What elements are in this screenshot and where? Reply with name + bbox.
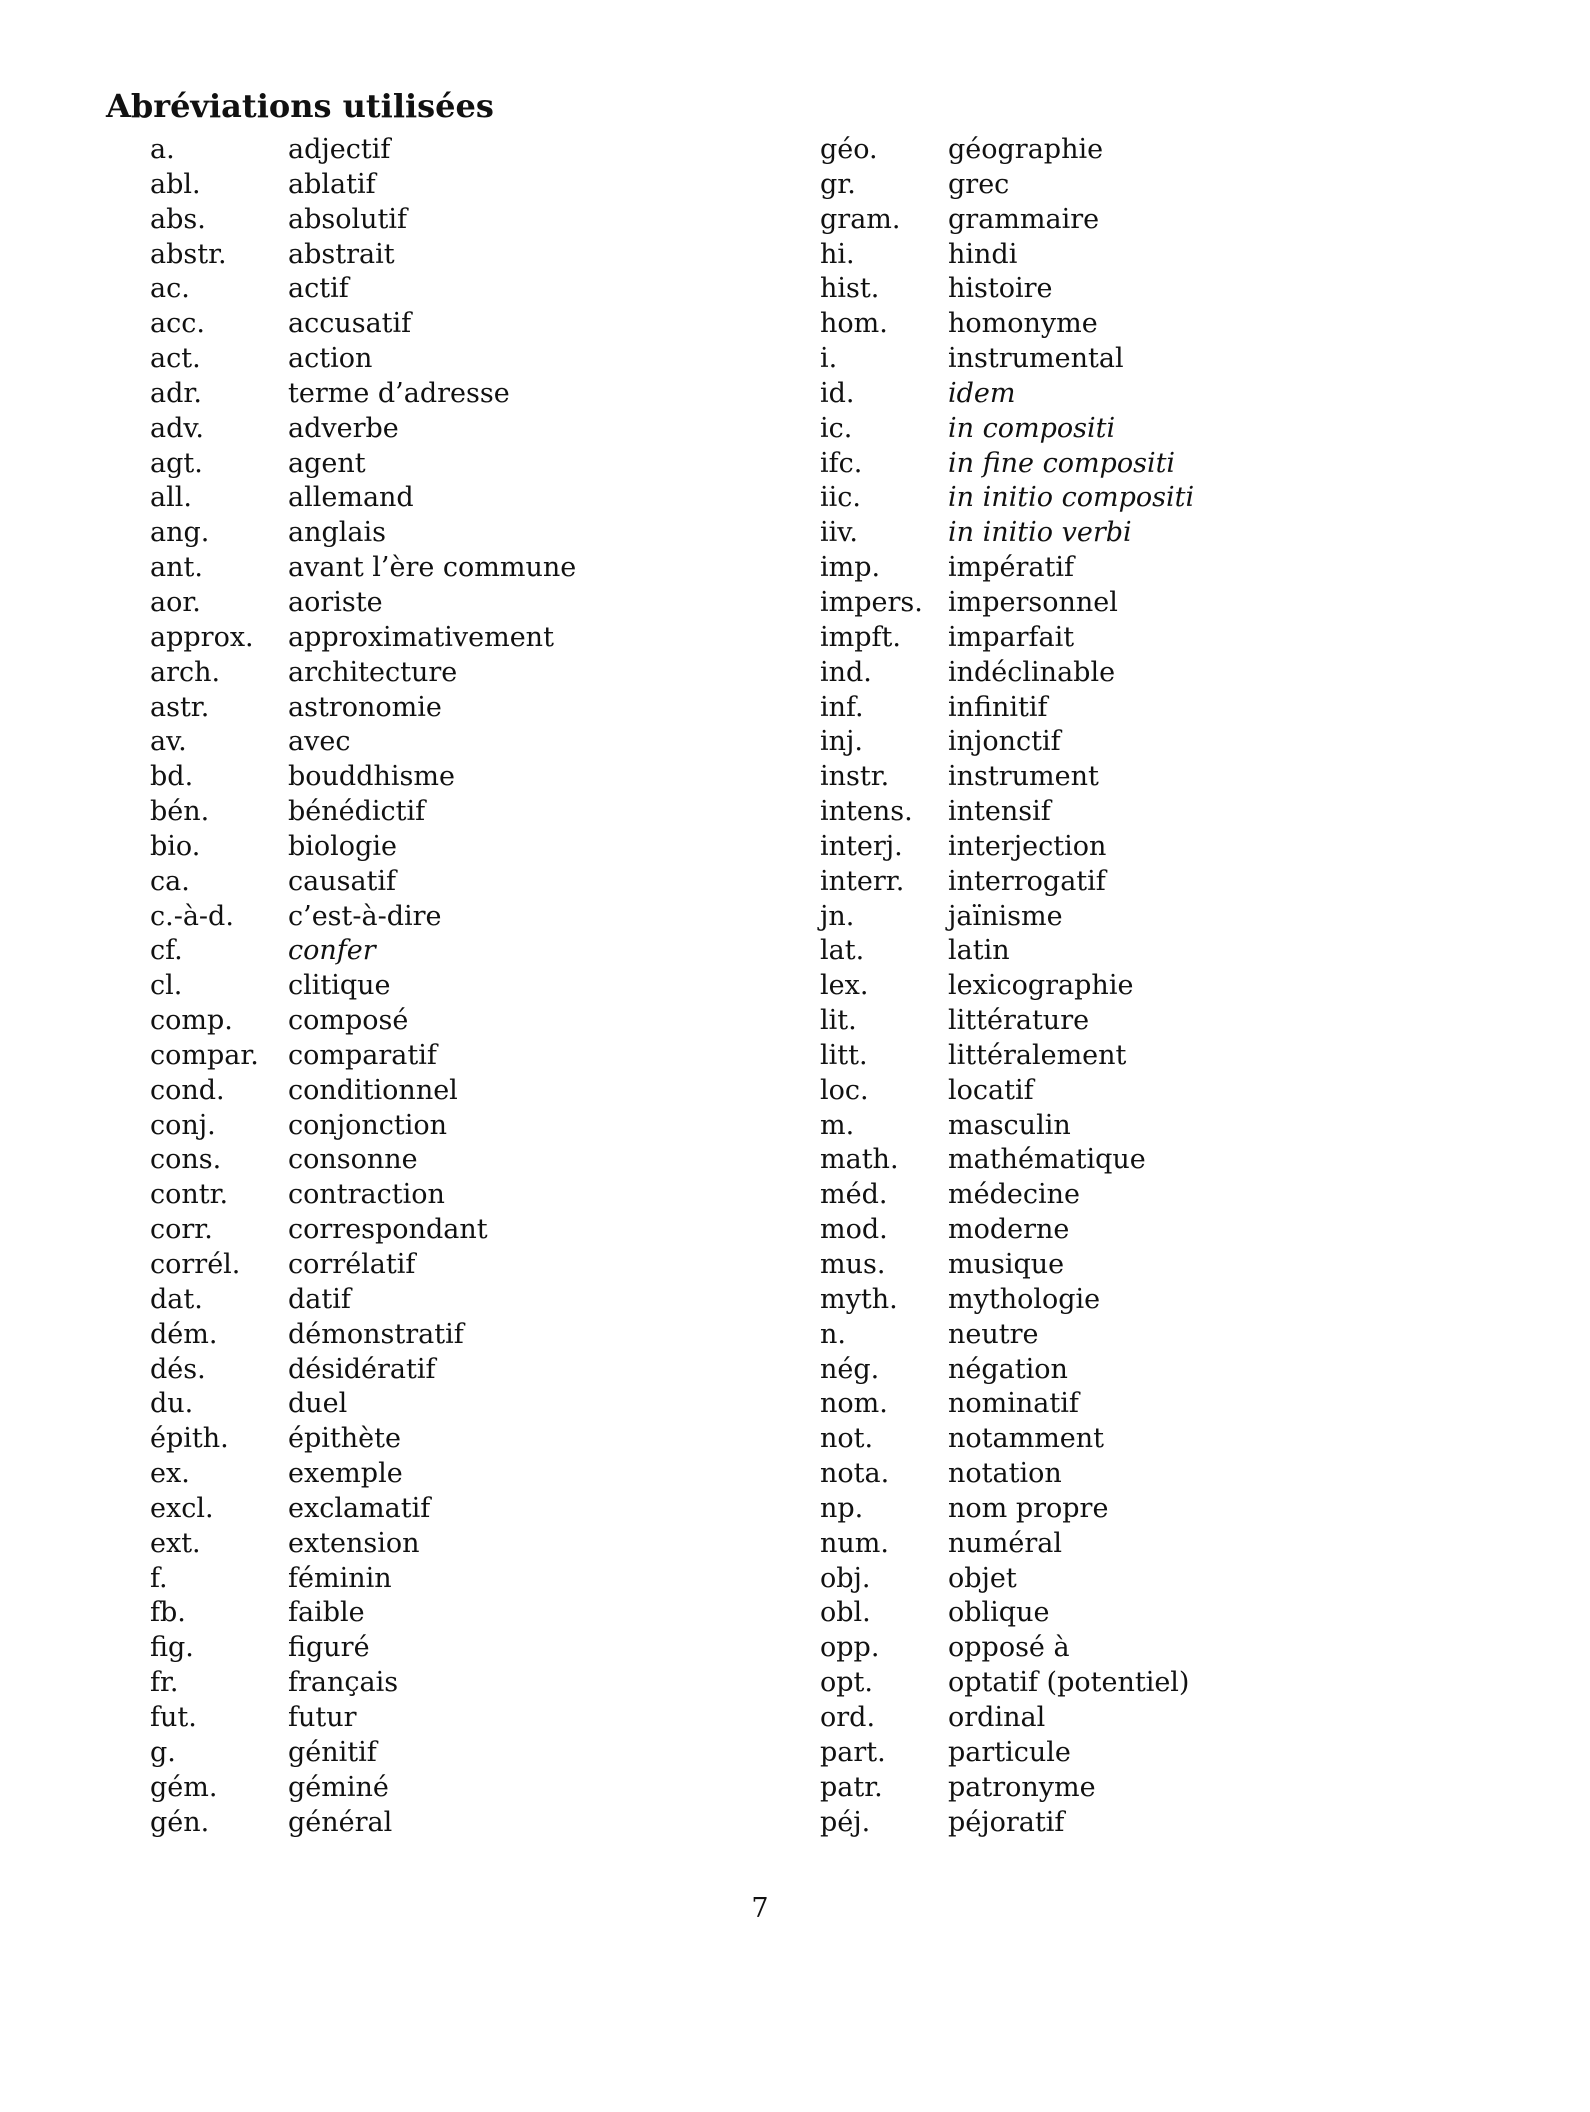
abbreviation-meaning: imparfait xyxy=(948,621,1075,653)
abbreviation: i. xyxy=(820,343,838,375)
abbreviation: agt. xyxy=(150,447,203,479)
abbreviation: comp. xyxy=(150,1005,233,1037)
abbreviation-meaning: comparatif xyxy=(288,1039,437,1071)
abbreviation-meaning: désidératif xyxy=(288,1353,436,1385)
abbreviation-meaning: optatif (potentiel) xyxy=(948,1667,1190,1699)
abbreviation-meaning: clitique xyxy=(288,970,391,1002)
abbreviation-meaning: in fine compositi xyxy=(948,447,1176,479)
abbreviation-meaning: conditionnel xyxy=(288,1074,458,1106)
abbreviation: g. xyxy=(150,1736,176,1768)
abbreviation: astr. xyxy=(150,691,210,723)
abbreviation: lex. xyxy=(820,970,869,1002)
abbreviation: bd. xyxy=(150,761,194,793)
abbreviation: compar. xyxy=(150,1039,259,1071)
abbreviation: lit. xyxy=(820,1005,857,1037)
abbreviation-meaning: consonne xyxy=(288,1144,418,1176)
abbreviation: iic. xyxy=(820,482,861,514)
abbreviation-meaning: adverbe xyxy=(288,412,399,444)
abbreviation: fut. xyxy=(150,1701,197,1733)
abbreviation: conj. xyxy=(150,1109,216,1141)
abbreviation: inf. xyxy=(820,691,864,723)
abbreviation-meaning: intensif xyxy=(948,796,1051,828)
abbreviation-meaning: conjonction xyxy=(288,1109,448,1141)
abbreviation: all. xyxy=(150,482,192,514)
abbreviation-meaning: épithète xyxy=(288,1423,401,1455)
abbreviation-meaning: adjectif xyxy=(288,134,391,165)
abbreviation-meaning: in initio compositi xyxy=(948,482,1195,514)
abbreviation: nég. xyxy=(820,1353,880,1385)
abbreviation-meaning: impersonnel xyxy=(948,586,1118,618)
abbreviation-meaning: instrumental xyxy=(948,343,1124,375)
abbreviation: fr. xyxy=(150,1667,179,1699)
abbreviation-meaning: grec xyxy=(948,168,1010,200)
abbreviation-meaning: agent xyxy=(288,447,366,479)
abbreviation-meaning: actif xyxy=(288,273,349,305)
abbreviation-meaning: avec xyxy=(288,726,351,758)
abbreviation: adv. xyxy=(150,412,205,444)
abbreviation: dém. xyxy=(150,1318,218,1350)
abbreviation: obj. xyxy=(820,1562,871,1594)
abbreviation-meaning: accusatif xyxy=(288,308,412,340)
abbreviation-meaning: composé xyxy=(288,1005,409,1037)
abbreviation: intens. xyxy=(820,796,913,828)
abbreviation: instr. xyxy=(820,761,890,793)
abbreviation-meaning: injonctif xyxy=(948,726,1061,758)
abbreviation-meaning: astronomie xyxy=(288,691,442,723)
abbreviation-meaning: locatif xyxy=(948,1074,1034,1106)
abbreviation: gém. xyxy=(150,1771,218,1803)
abbreviation-meaning: histoire xyxy=(948,273,1053,305)
abbreviation: abl. xyxy=(150,168,201,200)
abbreviation-meaning: faible xyxy=(288,1597,365,1629)
abbreviation-meaning: objet xyxy=(948,1562,1017,1594)
abbreviation: act. xyxy=(150,343,201,375)
abbreviation: nom. xyxy=(820,1388,888,1420)
abbreviation-meaning: contraction xyxy=(288,1179,445,1211)
abbreviation-meaning: oblique xyxy=(948,1597,1050,1629)
abbreviation: c.-à-d. xyxy=(150,900,234,932)
abbreviation-meaning: géminé xyxy=(288,1771,389,1803)
abbreviation-meaning: nom propre xyxy=(948,1492,1109,1524)
abbreviation: np. xyxy=(820,1492,864,1524)
abbreviation-meaning: indéclinable xyxy=(948,656,1116,688)
abbreviation-meaning: infinitif xyxy=(948,691,1048,723)
abbreviation: ext. xyxy=(150,1527,201,1559)
abbreviation: ifc. xyxy=(820,447,863,479)
abbreviation-meaning: neutre xyxy=(948,1318,1039,1350)
abbreviation: épith. xyxy=(150,1423,229,1455)
abbreviation: patr. xyxy=(820,1771,883,1803)
abbreviation: math. xyxy=(820,1144,899,1176)
abbreviation-meaning: grammaire xyxy=(948,203,1100,235)
abbreviation: loc. xyxy=(820,1074,869,1106)
abbreviation: av. xyxy=(150,726,187,758)
abbreviation: imp. xyxy=(820,552,881,584)
abbreviation-meaning: opposé à xyxy=(948,1632,1070,1664)
abbreviation-meaning: absolutif xyxy=(288,203,407,235)
abbreviation-meaning: négation xyxy=(948,1353,1068,1385)
abbreviation-meaning: bouddhisme xyxy=(288,761,455,793)
abbreviation-meaning: mythologie xyxy=(948,1283,1101,1315)
abbreviation: ca. xyxy=(150,865,190,897)
abbreviation: dat. xyxy=(150,1283,203,1315)
abbreviation-meaning: français xyxy=(288,1667,399,1699)
abbreviation-meaning: jaïnisme xyxy=(948,900,1063,932)
abbreviation-meaning: terme d’adresse xyxy=(288,377,510,409)
abbreviation: fig. xyxy=(150,1632,194,1664)
abbreviation: adr. xyxy=(150,377,202,409)
abbreviation: géo. xyxy=(820,134,878,165)
abbreviation: opp. xyxy=(820,1632,880,1664)
abbreviation: abstr. xyxy=(150,238,227,270)
abbreviation-meaning: exemple xyxy=(288,1458,403,1490)
abbreviation: opt. xyxy=(820,1667,873,1699)
abbreviation-meaning: féminin xyxy=(288,1562,392,1594)
abbreviation: péj. xyxy=(820,1806,871,1838)
abbreviation: bén. xyxy=(150,796,210,828)
abbreviation: litt. xyxy=(820,1039,868,1071)
page-number: 7 xyxy=(751,1893,769,1924)
abbreviation-meaning: duel xyxy=(288,1388,348,1420)
abbreviation-meaning: interrogatif xyxy=(948,865,1106,897)
abbreviation-meaning: correspondant xyxy=(288,1214,488,1246)
abbreviation-meaning: interjection xyxy=(948,830,1107,862)
abbreviation-meaning: extension xyxy=(288,1527,420,1559)
abbreviation: inj. xyxy=(820,726,863,758)
page-title: Abréviations utilisées xyxy=(106,87,494,125)
abbreviation-meaning: médecine xyxy=(948,1179,1080,1211)
abbreviation-meaning: allemand xyxy=(288,482,414,514)
abbreviation: du. xyxy=(150,1388,194,1420)
abbreviation-meaning: in compositi xyxy=(948,412,1116,444)
abbreviation: arch. xyxy=(150,656,221,688)
abbreviation: approx. xyxy=(150,621,254,653)
abbreviation-meaning: numéral xyxy=(948,1527,1062,1559)
abbreviation: interj. xyxy=(820,830,903,862)
abbreviation-meaning: hindi xyxy=(948,238,1018,270)
abbreviation-meaning: musique xyxy=(948,1249,1065,1280)
abbreviation-meaning: démonstratif xyxy=(288,1318,464,1350)
abbreviation: m. xyxy=(820,1109,855,1141)
abbreviation: jn. xyxy=(820,900,855,932)
abbreviation: n. xyxy=(820,1318,846,1350)
abbreviation-meaning: approximativement xyxy=(288,621,554,653)
abbreviation-meaning: bénédictif xyxy=(288,796,426,828)
abbreviation-meaning: géographie xyxy=(948,134,1104,165)
abbreviation: gén. xyxy=(150,1806,210,1838)
abbreviation: num. xyxy=(820,1527,889,1559)
abbreviation-meaning: littérature xyxy=(948,1005,1090,1037)
abbreviation-meaning: abstrait xyxy=(288,238,395,270)
abbreviation-meaning: confer xyxy=(288,935,376,967)
abbreviation-meaning: aoriste xyxy=(288,586,383,618)
abbreviation-meaning: ordinal xyxy=(948,1701,1046,1733)
abbreviation-meaning: futur xyxy=(288,1701,357,1733)
abbreviation-meaning: génitif xyxy=(288,1736,377,1768)
abbreviation: cond. xyxy=(150,1074,225,1106)
abbreviation: obl. xyxy=(820,1597,871,1629)
abbreviation: interr. xyxy=(820,865,905,897)
abbreviation-meaning: patronyme xyxy=(948,1771,1096,1803)
abbreviation: gr. xyxy=(820,168,856,200)
abbreviation-meaning: mathématique xyxy=(948,1144,1146,1176)
abbreviation-meaning: impératif xyxy=(948,552,1074,584)
abbreviation: bio. xyxy=(150,830,201,862)
abbreviation-meaning: moderne xyxy=(948,1214,1070,1246)
abbreviation-meaning: nominatif xyxy=(948,1388,1079,1420)
abbreviation: cons. xyxy=(150,1144,222,1176)
abbreviation-meaning: idem xyxy=(948,377,1016,409)
abbreviation: ind. xyxy=(820,656,872,688)
abbreviation-meaning: masculin xyxy=(948,1109,1071,1141)
abbreviation-meaning: homonyme xyxy=(948,308,1098,340)
abbreviation: cf. xyxy=(150,935,183,967)
abbreviation-meaning: biologie xyxy=(288,830,397,862)
abbreviation-meaning: corrélatif xyxy=(288,1249,416,1280)
abbreviation: part. xyxy=(820,1736,886,1768)
abbreviation: ant. xyxy=(150,552,203,584)
abbreviation: id. xyxy=(820,377,855,409)
abbreviation: hist. xyxy=(820,273,880,305)
abbreviation-meaning: notation xyxy=(948,1458,1062,1490)
abbreviation: ex. xyxy=(150,1458,190,1490)
abbreviation-meaning: exclamatif xyxy=(288,1492,431,1524)
abbreviation: impft. xyxy=(820,621,901,653)
abbreviation-meaning: particule xyxy=(948,1736,1071,1768)
abbreviation: ord. xyxy=(820,1701,876,1733)
abbreviation: not. xyxy=(820,1423,874,1455)
abbreviation: iiv. xyxy=(820,517,858,549)
abbreviation: mod. xyxy=(820,1214,888,1246)
abbreviation: abs. xyxy=(150,203,206,235)
abbreviation-meaning: action xyxy=(288,343,373,375)
abbreviation-meaning: figuré xyxy=(288,1632,370,1664)
abbreviation: gram. xyxy=(820,203,901,235)
abbreviation: hom. xyxy=(820,308,888,340)
abbreviation-meaning: péjoratif xyxy=(948,1806,1065,1838)
abbreviation-meaning: notamment xyxy=(948,1423,1105,1455)
abbreviation: corr. xyxy=(150,1214,213,1246)
abbreviation: corrél. xyxy=(150,1249,241,1280)
abbreviation-meaning: ablatif xyxy=(288,168,376,200)
abbreviation: ac. xyxy=(150,273,190,305)
abbreviation: myth. xyxy=(820,1283,898,1315)
abbreviation: ic. xyxy=(820,412,853,444)
abbreviation-meaning: in initio verbi xyxy=(948,517,1132,549)
abbreviation: ang. xyxy=(150,517,210,549)
abbreviation: hi. xyxy=(820,238,855,270)
abbreviation-meaning: causatif xyxy=(288,865,397,897)
abbreviation: acc. xyxy=(150,308,205,340)
abbreviation: lat. xyxy=(820,935,865,967)
abbreviation: aor. xyxy=(150,586,201,618)
abbreviation: a. xyxy=(150,134,175,165)
abbreviation: méd. xyxy=(820,1179,888,1211)
abbreviation-meaning: lexicographie xyxy=(948,970,1134,1002)
abbreviation: cl. xyxy=(150,970,183,1002)
abbreviation: impers. xyxy=(820,586,923,618)
abbreviation-meaning: général xyxy=(288,1806,393,1838)
abbreviation-meaning: architecture xyxy=(288,656,458,688)
abbreviation: fb. xyxy=(150,1597,186,1629)
abbreviation: nota. xyxy=(820,1458,890,1490)
abbreviation: mus. xyxy=(820,1249,886,1280)
abbreviation-meaning: instrument xyxy=(948,761,1099,793)
abbreviation-meaning: c’est-à-dire xyxy=(288,900,442,932)
abbreviation-meaning: datif xyxy=(288,1283,351,1315)
abbreviation-meaning: latin xyxy=(948,935,1010,967)
abbreviation: dés. xyxy=(150,1353,206,1385)
abbreviation: contr. xyxy=(150,1179,229,1211)
abbreviation-meaning: anglais xyxy=(288,517,386,549)
abbreviation-meaning: littéralement xyxy=(948,1039,1127,1071)
abbreviation: excl. xyxy=(150,1492,214,1524)
abbreviation-meaning: avant l’ère commune xyxy=(288,552,577,584)
abbreviation: f. xyxy=(150,1562,168,1594)
